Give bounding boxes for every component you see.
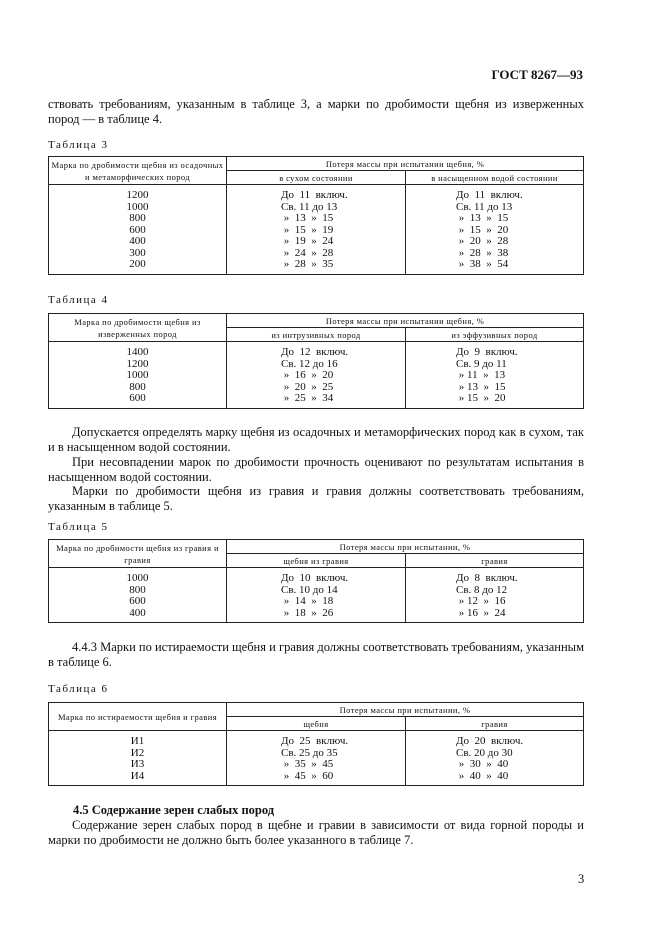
table-cell-line: 600 (129, 223, 146, 236)
table-cell-line: » 13 » 15 (456, 380, 506, 393)
table5-sub1-header: щебня из гравия (227, 554, 406, 568)
table-cell-line: » 16 » 20 (281, 369, 334, 381)
section-heading: 4.5 Содержание зерен слабых пород (73, 803, 275, 817)
table-cell-line: » 28 » 35 (281, 258, 334, 270)
table-cell-line: До 8 включ. (456, 572, 518, 584)
table3-values1-cell (227, 185, 406, 275)
table-cell-line: До 25 включ. (281, 735, 349, 747)
table-cell-line: » 30 » 40 (456, 758, 509, 770)
table-cell-line: » 45 » 60 (281, 769, 334, 782)
table-cell-line: » 28 » 38 (456, 246, 509, 259)
table5-caption: Таблица 5 (48, 521, 109, 533)
table6-grades-cell (49, 731, 227, 786)
table-cell-line: » 38 » 54 (456, 258, 509, 270)
table-cell-line: И4 (130, 769, 145, 782)
table3-col1-header: Марка по дробимости щебня из осадочных и метаморфических пород (49, 157, 227, 185)
table-cell-line: 1200 (126, 189, 149, 201)
table-cell-line: 1200 (126, 357, 149, 370)
table3-group-header: Потеря массы при испытании щебня, % (227, 157, 584, 171)
table6-values2-cell (406, 731, 584, 786)
table3-sub2-header: в насыщенном водой состоянии (406, 171, 584, 185)
table-cell-line: 1000 (126, 200, 149, 213)
table3-grades-cell (49, 185, 227, 275)
table4-sub2-header: из эффузивных пород (406, 328, 584, 342)
table3 (48, 156, 584, 275)
table-cell-line: » 19 » 24 (281, 235, 334, 247)
table-cell-line: И2 (130, 746, 145, 759)
paragraph-2: При несовпадении марок по дробимости прочность оценивают по результатам испытания в насыщенном водой состоянии. (48, 455, 584, 484)
table-cell-line: До 10 включ. (281, 572, 349, 584)
intro-paragraph: ствовать требованиям, указанным в таблице 3, а марки по дробимости щебня из изверженных пород — в таблице 4. (48, 97, 584, 126)
table4-values1-cell (227, 342, 406, 409)
table-cell-line: Св. 8 до 12 (456, 583, 508, 596)
table-cell-line: Св. 9 до 11 (456, 357, 507, 370)
table-cell-line: 400 (129, 606, 146, 619)
table4-grades-cell (49, 342, 227, 409)
table-cell-line: До 9 включ. (456, 346, 518, 358)
table-cell-line: И3 (130, 758, 145, 770)
table-cell-line: 1000 (126, 369, 149, 381)
table-cell-line: » 25 » 34 (281, 392, 334, 404)
table-cell-line: 600 (129, 392, 146, 404)
paragraph-4: 4.4.3 Марки по истираемости щебня и гравия должны соответствовать требованиям, указанным в таблице 6. (48, 640, 584, 669)
table-cell-line: » 14 » 18 (281, 595, 334, 607)
table-cell-line: 800 (129, 583, 146, 596)
document-header: ГОСТ 8267—93 (491, 67, 583, 82)
table5-sub2-header: гравия (406, 554, 584, 568)
table-cell-line: 1400 (126, 346, 149, 358)
table6-col1-header: Марка по истираемости щебня и гравия (49, 703, 227, 731)
table-cell-line: » 12 » 16 (456, 595, 506, 607)
table4-values2-cell (406, 342, 584, 409)
page-number: 3 (578, 872, 585, 886)
table5-values1-cell (227, 568, 406, 623)
paragraph-1: Допускается определять марку щебня из осадочных и метаморфических пород как в сухом, так и в насыщенном водой состоянии. (48, 425, 584, 454)
table-cell-line: 200 (129, 258, 146, 270)
table6-caption: Таблица 6 (48, 683, 109, 695)
paragraph-3: Марки по дробимости щебня из гравия и гравия должны соответствовать требованиям, указанным в таблице 5. (48, 484, 584, 513)
table4-col1-header: Марка по дробимости щебня из изверженных пород (49, 314, 227, 342)
table3-caption: Таблица 3 (48, 139, 109, 151)
table-cell-line: » 15 » 19 (281, 223, 334, 236)
table-cell-line: Св. 25 до 35 (281, 746, 338, 759)
paragraph-5: Содержание зерен слабых пород в щебне и гравии в зависимости от вида горной породы и марки по дробимости не должно быть более указанного в таблице 7. (48, 818, 584, 847)
table-cell-line: » 35 » 45 (281, 758, 334, 770)
table5 (48, 539, 584, 623)
table-cell-line: И1 (130, 735, 145, 747)
table4-sub1-header: из интрузивных пород (227, 328, 406, 342)
table-cell-line: » 15 » 20 (456, 392, 506, 404)
table-cell-line: » 18 » 26 (281, 606, 334, 619)
table-cell-line: » 13 » 15 (456, 212, 509, 224)
table6-sub1-header: щебня (227, 717, 406, 731)
table6-group-header: Потеря массы при испытании, % (227, 703, 584, 717)
table-cell-line: До 20 включ. (456, 735, 524, 747)
table-cell-line: » 40 » 40 (456, 769, 509, 782)
table5-values2-cell (406, 568, 584, 623)
table-cell-line: » 20 » 25 (281, 380, 334, 393)
table4-group-header: Потеря массы при испытании щебня, % (227, 314, 584, 328)
table6-sub2-header: гравия (406, 717, 584, 731)
table4 (48, 313, 584, 409)
table-cell-line: 1000 (126, 572, 149, 584)
table-cell-line: » 20 » 28 (456, 235, 509, 247)
table4-caption: Таблица 4 (48, 294, 109, 306)
table-cell-line: » 15 » 20 (456, 223, 509, 236)
table-cell-line: Св. 11 до 13 (281, 200, 338, 213)
table-cell-line: До 11 включ. (281, 189, 348, 201)
table-cell-line: » 24 » 28 (281, 246, 334, 259)
table5-grades-cell (49, 568, 227, 623)
table5-col1-header: Марка по дробимости щебня из гравия и гравия (49, 540, 227, 568)
table-cell-line: 400 (129, 235, 146, 247)
table6 (48, 702, 584, 786)
table3-values2-cell (406, 185, 584, 275)
table-cell-line: 300 (129, 246, 146, 259)
table-cell-line: Св. 20 до 30 (456, 746, 513, 759)
table-cell-line: » 11 » 13 (456, 369, 506, 381)
table-cell-line: » 13 » 15 (281, 212, 334, 224)
table-cell-line: Св. 12 до 16 (281, 357, 338, 370)
table-cell-line: Св. 10 до 14 (281, 583, 338, 596)
table-cell-line: До 11 включ. (456, 189, 523, 201)
table-cell-line: 800 (129, 212, 146, 224)
table6-values1-cell (227, 731, 406, 786)
table5-group-header: Потеря массы при испытании, % (227, 540, 584, 554)
table-cell-line: » 16 » 24 (456, 606, 506, 619)
table-cell-line: 800 (129, 380, 146, 393)
table-cell-line: До 12 включ. (281, 346, 349, 358)
table3-sub1-header: в сухом состоянии (227, 171, 406, 185)
table-cell-line: Св. 11 до 13 (456, 200, 513, 213)
table-cell-line: 600 (129, 595, 146, 607)
